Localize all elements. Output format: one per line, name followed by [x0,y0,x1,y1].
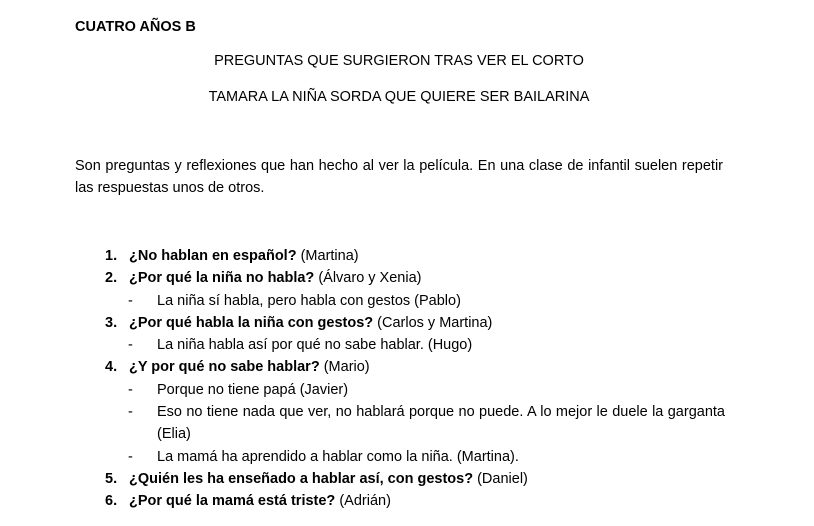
answer-item [75,401,725,446]
question-text: ¿Por qué habla la niña con gestos? [129,314,374,331]
answer-item [75,379,725,401]
answer-dash: - [128,381,133,398]
answer-text: La niña habla así por qué no sabe hablar. (Hugo) [157,337,473,354]
question-item [75,267,725,289]
questions-list [75,245,725,513]
question-author: (Mario) [319,359,370,376]
answer-dash: - [128,337,133,354]
question-number: 1. [105,248,118,264]
question-item [75,468,725,490]
question-author: (Martina) [296,248,359,264]
question-item [75,356,725,378]
question-item [75,490,725,512]
question-text: ¿Y por qué no sabe hablar? [129,359,320,376]
answer-item [75,290,725,312]
question-author: (Daniel) [473,470,528,487]
question-text: ¿Quién les ha enseñado a hablar así, con gestos? [129,470,474,487]
question-author: (Carlos y Martina) [373,314,493,331]
title-line-2: TAMARA LA NIÑA SORDA QUE QUIERE SER BAILARINA [208,89,590,105]
question-author: (Álvaro y Xenia) [314,270,422,287]
question-number: 6. [105,493,118,510]
question-text: ¿Por qué la niña no habla? [129,270,315,287]
answer-item [75,446,725,468]
question-item [75,312,725,334]
question-number: 5. [105,470,118,487]
class-heading: CUATRO AÑOS B [75,19,196,35]
answer-text: La niña sí habla, pero habla con gestos (Pablo) [157,292,461,309]
answer-text: Eso no tiene nada que ver, no hablará porque no puede. A lo mejor le duele la garganta (Elia) [157,404,725,443]
question-number: 2. [105,270,118,287]
question-number: 3. [105,314,118,331]
intro-paragraph: Son preguntas y reflexiones que han hecho al ver la película. En una clase de infantil suelen repetir las respuestas unos de otros. [75,158,723,196]
answer-dash: - [128,404,133,421]
title-line-1: PREGUNTAS QUE SURGIERON TRAS VER EL CORTO [214,53,584,69]
question-number: 4. [105,359,118,376]
answer-text: La mamá ha aprendido a hablar como la niña. (Martina). [157,448,519,465]
question-author: (Adrián) [335,493,391,510]
answer-dash: - [128,448,133,465]
question-text: ¿Por qué la mamá está triste? [129,493,336,510]
answer-dash: - [128,292,133,309]
answer-text: Porque no tiene papá (Javier) [157,381,349,398]
answer-item [75,334,725,356]
question-item [75,245,725,267]
question-text: ¿No hablan en español? [129,248,297,264]
